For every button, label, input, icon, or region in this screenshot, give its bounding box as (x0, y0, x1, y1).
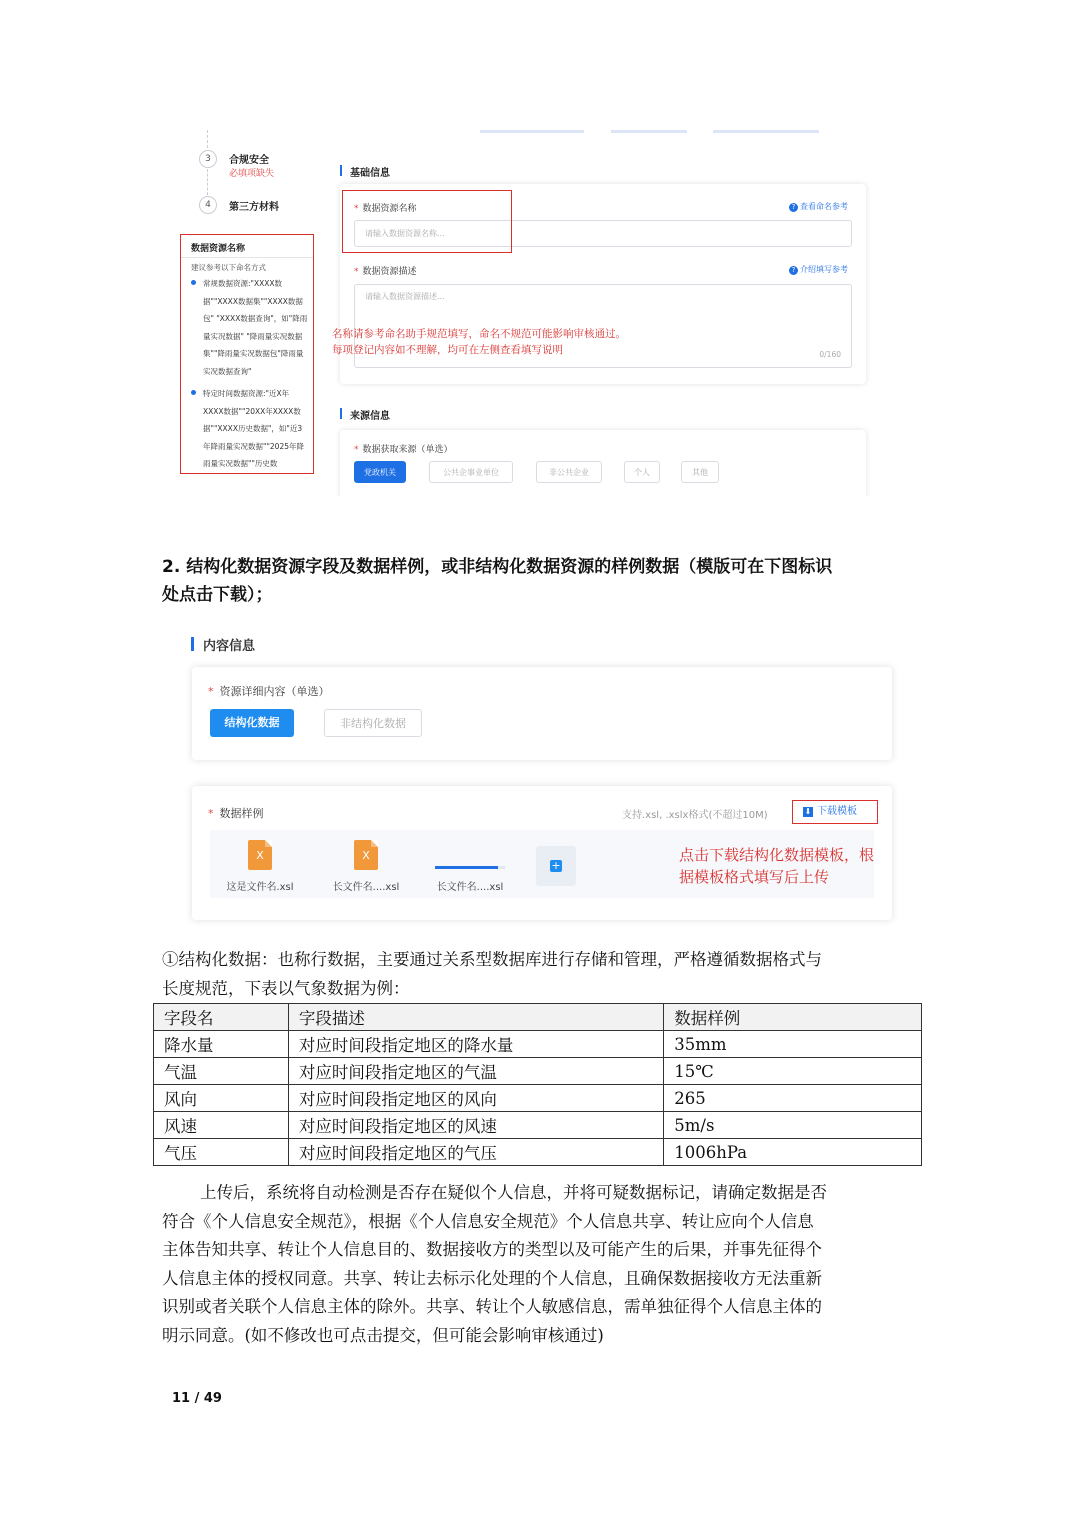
tab-underline (611, 130, 687, 133)
highlight-name-field (342, 190, 512, 253)
name-input[interactable]: 请输入数据资源名称... (354, 220, 852, 247)
desc-field-label: * 数据资源描述 (354, 267, 417, 277)
help-title: 数据资源名称 (191, 244, 246, 254)
excel-file-icon: X (354, 840, 378, 870)
help-bullet: 特定时间数据资源:"近X年XXXX数据""20XX年XXXX数据""XXXX历史数据"，如"近3年降雨量实况数据""2025年降雨量实况数据""历史数 (191, 385, 309, 473)
option-public-institution[interactable]: 公共企事业单位 (429, 461, 513, 483)
column-header: 字段描述 (288, 1004, 663, 1031)
section-heading: 2. 结构化数据资源字段及数据样例，或非结构化数据资源的样例数据（模版可在下图标识 处点击下载）； (162, 557, 833, 605)
table-row: 风向 对应时间段指定地区的风向 265 (154, 1085, 922, 1112)
bullet-dot-icon (191, 280, 196, 285)
file-item-uploading[interactable]: 长文件名....xsl (430, 840, 510, 893)
help-subtitle: 建议参考以下命名方式 (191, 263, 266, 272)
bullet-dot-icon (191, 390, 196, 395)
excel-file-icon: X (248, 840, 272, 870)
tab-underline (480, 130, 584, 133)
page-number: 11 / 49 (172, 1391, 222, 1406)
option-non-public-enterprise[interactable]: 非公共企业 (536, 461, 602, 483)
tab-underline (713, 130, 819, 133)
divider (181, 257, 313, 258)
annotation-note: 名称请参考命名助手规范填写，命名不规范可能影响审核通过。 (332, 328, 626, 340)
option-party-government[interactable]: 党政机关 (354, 461, 406, 483)
upload-progress-bar (435, 866, 505, 869)
detail-content-label: * 资源详细内容（单选） (208, 685, 330, 698)
format-hint: 支持.xsl, .xslx格式(不超过10M) (622, 810, 768, 821)
name-field-label: * 数据资源名称 (354, 204, 417, 214)
question-icon: ? (789, 266, 798, 275)
step-4-number[interactable]: 4 (199, 196, 217, 214)
naming-help-panel (180, 234, 314, 474)
option-unstructured-data[interactable]: 非结构化数据 (324, 709, 422, 737)
step-connector (207, 169, 208, 195)
section-title-content: 内容信息 (191, 635, 255, 654)
table-row: 气温 对应时间段指定地区的气温 15℃ (154, 1058, 922, 1085)
step-3-label[interactable]: 合规安全 (229, 155, 269, 166)
weather-data-table (153, 1003, 922, 1166)
char-counter: 0/160 (819, 350, 841, 359)
data-sample-card (192, 786, 892, 920)
column-header: 字段名 (154, 1004, 289, 1031)
table-row: 气压 对应时间段指定地区的气压 1006hPa (154, 1139, 922, 1166)
add-file-button[interactable] (536, 846, 576, 886)
upload-progress-fill (435, 866, 498, 869)
step-4-label[interactable]: 第三方材料 (229, 202, 279, 213)
data-sample-label: * 数据样例 (208, 807, 264, 820)
desc-reference-link[interactable]: ? 介绍填写参考 (789, 264, 848, 275)
step-connector (207, 130, 208, 148)
detail-content-card (192, 667, 892, 760)
step-3-number[interactable]: 3 (199, 150, 217, 168)
desc-textarea[interactable]: 请输入数据资源描述... 0/160 (354, 284, 852, 368)
column-header: 数据样例 (664, 1004, 922, 1031)
option-other[interactable]: 其他 (681, 461, 719, 483)
privacy-paragraph: 上传后，系统将自动检测是否存在疑似个人信息，并将可疑数据标记，请确定数据是否 符合《个人信息安全规范》，根据《个人信息安全规范》个人信息共享、转让应向个人信息 主体告知共享、转让个人信息目的、数据接收方的类型以及可能产生的后果，并事先征得个 人信息主体的授权同意。共享、转让去标示化处理的个人信息，且确保数据接收方无法重新 识别或者关联个人信息主体的除外。共享、转让个人敏感信息，需单独征得个人信息主体的 明示同意。(如不修改也可点击提交，但可能会影响审核通过) (162, 1183, 827, 1345)
source-field-label: * 数据获取来源（单选） (354, 445, 453, 455)
structured-data-intro: ①结构化数据：也称行数据，主要通过关系型数据库进行存储和管理，严格遵循数据格式与 长度规范，下表以气象数据为例： (162, 950, 822, 998)
annotation-note: 每项登记内容如不理解，均可在左侧查看填写说明 (332, 344, 563, 356)
file-item[interactable]: X 长文件名....xsl (326, 840, 406, 893)
section-title-basic: 基础信息 (340, 164, 390, 179)
table-header-row (154, 1004, 922, 1031)
table-row: 风速 对应时间段指定地区的风速 5m/s (154, 1112, 922, 1139)
annotation-note: 点击下载结构化数据模板，根 据模板格式填写后上传 (679, 846, 875, 886)
question-icon: ? (789, 203, 798, 212)
file-item[interactable]: X 这是文件名.xsl (220, 840, 300, 893)
step-3-warning: 必填项缺失 (229, 169, 275, 179)
option-structured-data[interactable]: 结构化数据 (210, 709, 294, 737)
download-template-button[interactable]: ⬇ 下载模板 (792, 800, 878, 824)
source-info-card (340, 430, 866, 496)
plus-icon: + (551, 859, 561, 872)
form-screenshot-basic-info (176, 130, 914, 496)
naming-reference-link[interactable]: ? 查看命名参考 (789, 201, 848, 212)
form-screenshot-content-info (166, 622, 902, 934)
download-icon: ⬇ (804, 807, 812, 816)
help-bullet: 常规数据资源:"XXXX数据""XXXX数据集""XXXX数据包" "XXXX数据查询"，如"降雨量实况数据" "降雨量实况数据集""降雨量实况数据包"降雨量实况数据查询" (191, 275, 309, 380)
table-row: 降水量 对应时间段指定地区的降水量 35mm (154, 1031, 922, 1058)
section-title-source: 来源信息 (340, 407, 390, 422)
option-individual[interactable]: 个人 (624, 461, 660, 483)
